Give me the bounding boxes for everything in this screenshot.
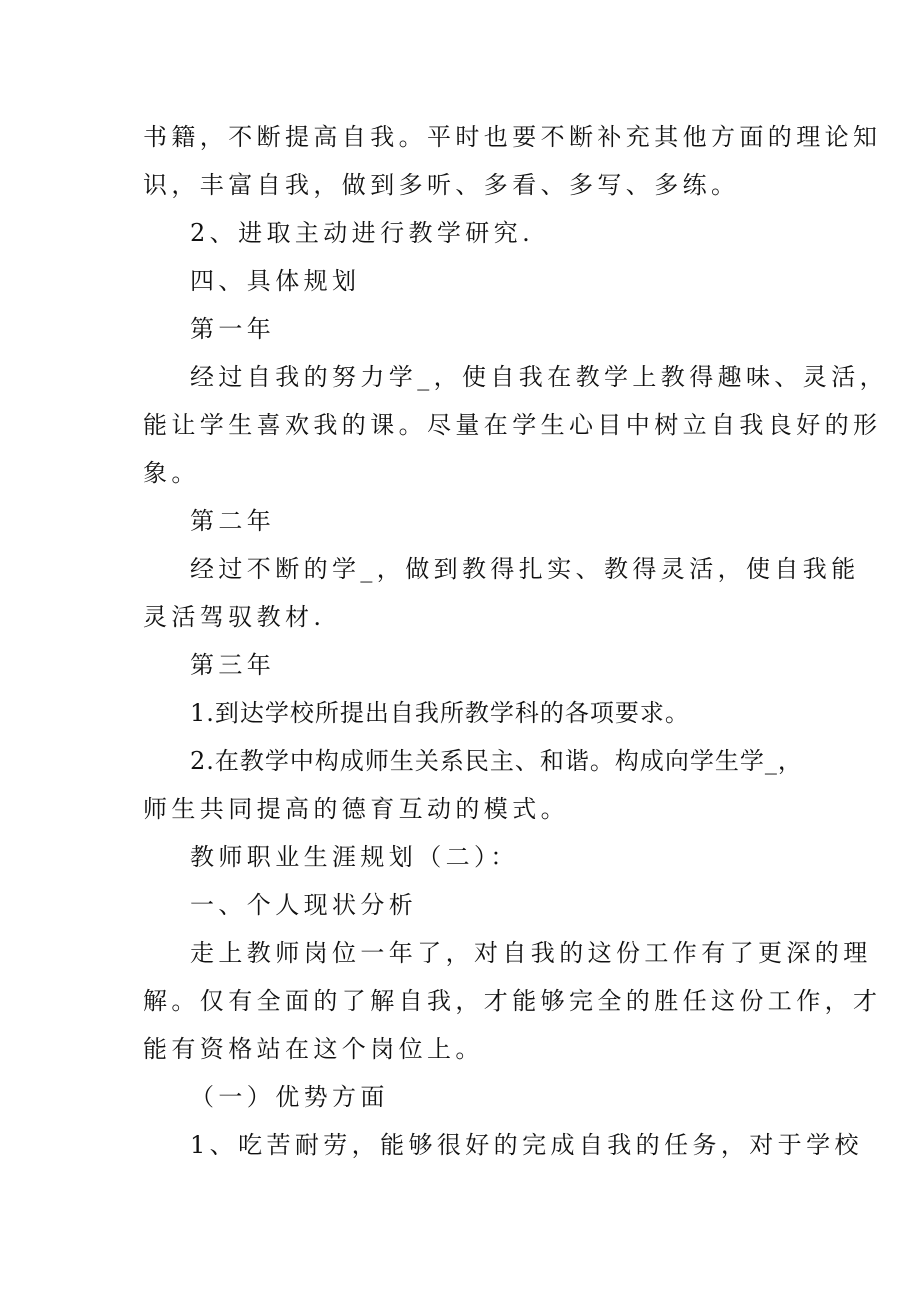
paragraph-line: 象。	[143, 459, 200, 487]
paragraph-line: 书籍，不断提高自我。平时也要不断补充其他方面的理论知	[143, 123, 882, 151]
list-item: 2、进取主动进行教学研究.	[190, 219, 535, 247]
list-item: 2.在教学中构成师生关系民主、和谐。构成向学生学_，	[190, 747, 803, 775]
list-item: 1、吃苦耐劳，能够很好的完成自我的任务，对于学校	[190, 1131, 863, 1159]
year-heading: 第二年	[190, 507, 276, 535]
list-item: 1.到达学校所提出自我所教学科的各项要求。	[190, 699, 690, 727]
section-heading: 四、具体规划	[190, 267, 361, 295]
year-heading: 第三年	[190, 651, 276, 679]
paragraph-line: 经过不断的学_，做到教得扎实、教得灵活，使自我能	[190, 555, 860, 583]
paragraph-line: 解。仅有全面的了解自我，才能够完全的胜任这份工作，才	[143, 987, 882, 1015]
subsection-heading: （一）优势方面	[190, 1083, 389, 1111]
section-heading: 教师职业生涯规划（二）：	[190, 843, 519, 871]
paragraph-line: 走上教师岗位一年了，对自我的这份工作有了更深的理	[190, 939, 872, 967]
paragraph-line: 能有资格站在这个岗位上。	[143, 1035, 484, 1063]
year-heading: 第一年	[190, 315, 276, 343]
paragraph-line: 能让学生喜欢我的课。尽量在学生心目中树立自我良好的形	[143, 411, 882, 439]
paragraph-line: 灵活驾驭教材.	[143, 603, 326, 631]
paragraph-line: 经过自我的努力学_，使自我在教学上教得趣味、灵活，	[190, 363, 888, 391]
section-heading: 一、个人现状分析	[190, 891, 418, 919]
paragraph-line: 师生共同提高的德育互动的模式。	[143, 795, 569, 823]
paragraph-line: 识，丰富自我，做到多听、多看、多写、多练。	[143, 171, 740, 199]
